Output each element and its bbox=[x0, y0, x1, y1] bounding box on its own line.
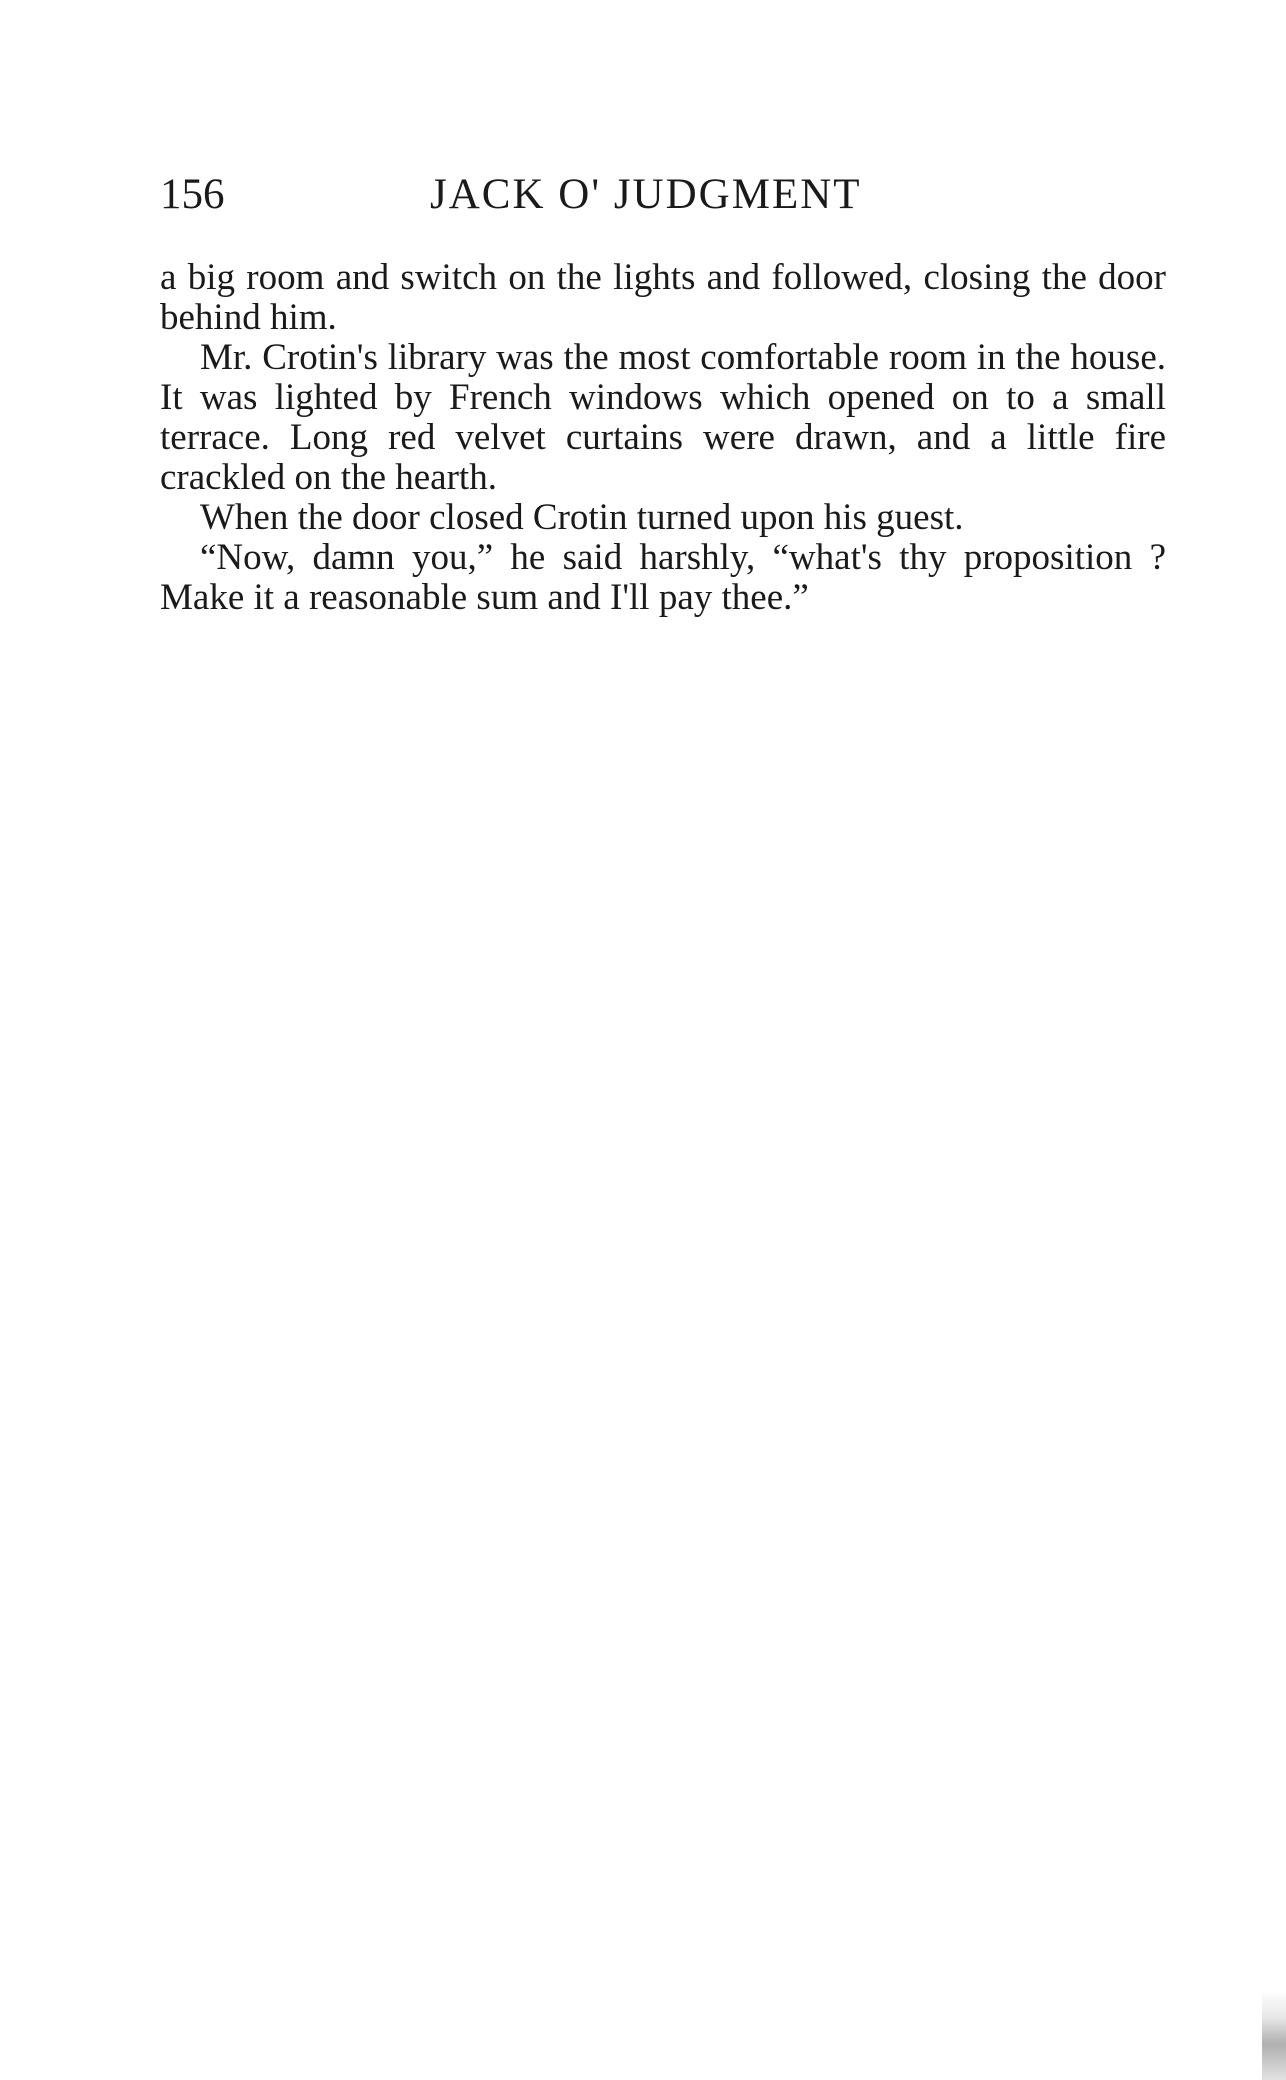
paragraph-2: Mr. Crotin's library was the most comfortable room in the house. It was lighted by French windows which opened on to a small terrace. Long red velvet curtains were drawn, and a little fire crackled on the hearth. bbox=[160, 337, 1166, 498]
paragraph-1: a big room and switch on the lights and followed, closing the door behind him. bbox=[160, 257, 1166, 338]
paragraph-4: “Now, damn you,” he said harshly, “what's thy proposition ? Make it a reasonable sum and I'll pay thee.” bbox=[160, 537, 1166, 618]
page-header bbox=[160, 170, 1166, 220]
paragraph-3: When the door closed Crotin turned upon his guest. bbox=[200, 497, 964, 538]
page-number: 156 bbox=[160, 171, 225, 218]
running-head: JACK O' JUDGMENT bbox=[430, 171, 862, 218]
scan-artifact bbox=[1262, 1990, 1286, 2080]
body-text bbox=[160, 258, 1166, 618]
